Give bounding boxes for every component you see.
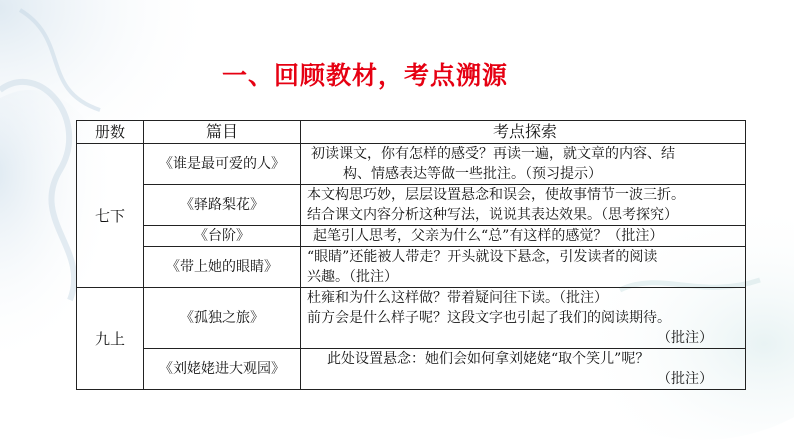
column-header: 篇目 <box>144 121 301 144</box>
table-row <box>77 288 746 349</box>
table-row <box>77 185 746 226</box>
column-header: 考点探索 <box>301 121 746 144</box>
point-line: （批注） <box>657 330 713 346</box>
table-row <box>77 247 746 288</box>
title-cell: 《刘姥姥进大观园》 <box>144 349 301 390</box>
table-row <box>77 144 746 185</box>
point-cell <box>301 247 746 288</box>
point-line: 起笔引人思考，父亲为什么“总”有这样的感觉？（批注） <box>313 228 664 244</box>
point-cell <box>301 349 746 390</box>
point-line: （批注） <box>657 371 713 387</box>
table-row <box>77 349 746 390</box>
point-line: 本文构思巧妙，层层设置悬念和误会，使故事情节一波三折。 <box>307 187 685 203</box>
point-line: 杜雍和为什么这样做？带着疑问往下读。（批注） <box>307 290 608 306</box>
volume-cell: 七下 <box>77 144 144 288</box>
table-row <box>77 226 746 247</box>
point-cell <box>301 144 746 185</box>
title-cell: 《台阶》 <box>144 226 301 247</box>
point-cell <box>301 226 746 247</box>
title-cell: 《孤独之旅》 <box>144 288 301 349</box>
point-line: “眼睛”还能被人带走？开头就设下悬念，引发读者的阅读 <box>307 249 658 265</box>
title-cell: 《带上她的眼睛》 <box>144 247 301 288</box>
page-title: 一、回顾教材，考点溯源 <box>222 61 509 90</box>
point-line: 构、情感表达等做一些批注。（预习提示） <box>343 166 602 182</box>
title-cell: 《谁是最可爱的人》 <box>144 144 301 185</box>
volume-cell: 九上 <box>77 288 144 390</box>
point-line: 兴趣。（批注） <box>307 269 398 285</box>
point-line: 前方会是什么样子呢？这段文字也引起了我们的阅读期待。 <box>307 310 671 326</box>
column-header: 册数 <box>77 121 144 144</box>
point-line: 此处设置悬念：她们会如何拿刘姥姥“取个笑儿”呢？ <box>327 351 650 367</box>
point-line: 初读课文，你有怎样的感受？再读一遍，就文章的内容、结 <box>311 146 675 162</box>
table-header-row <box>77 121 746 144</box>
exam-points-table <box>76 120 746 390</box>
title-cell: 《驿路梨花》 <box>144 185 301 226</box>
point-line: 结合课文内容分析这种写法，说说其表达效果。（思考探究） <box>307 207 678 223</box>
point-cell <box>301 288 746 349</box>
point-cell <box>301 185 746 226</box>
